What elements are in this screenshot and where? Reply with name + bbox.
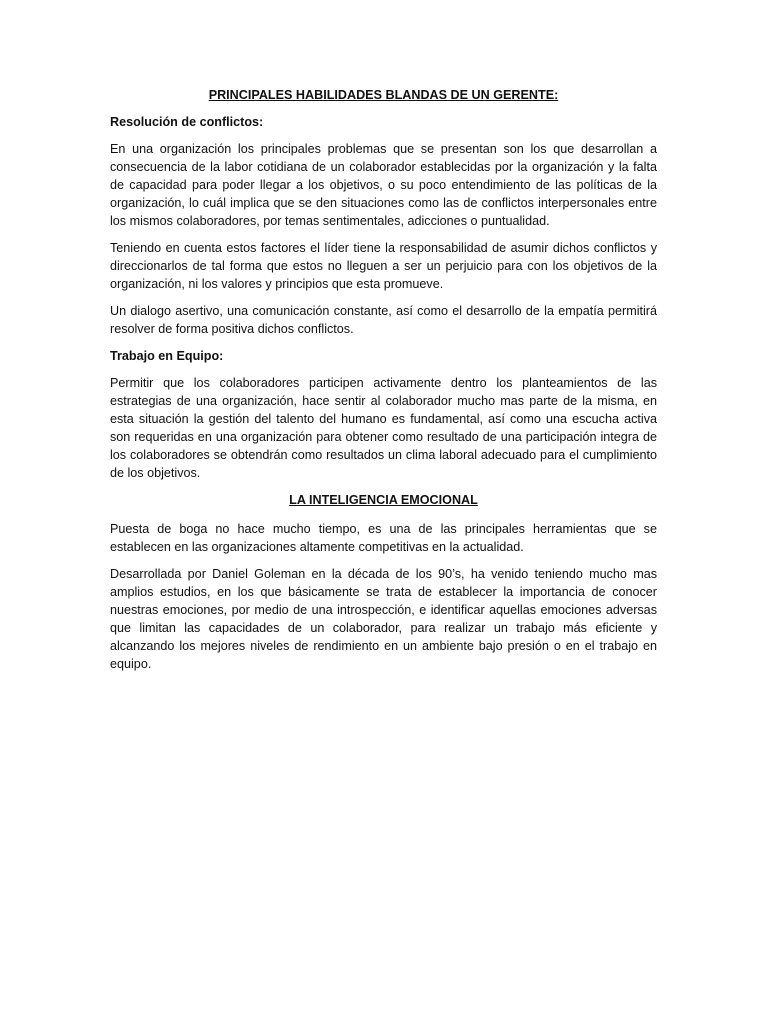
paragraph: Desarrollada por Daniel Goleman en la década de los 90’s, ha venido teniendo mucho mas amplios estudios, en los que básicamente se trata de establecer la importancia de conocer nuestras emociones, por medio de una introspección, e identificar aquellas emociones adversas que limitan las capacidades de un colaborador, para realizar un trabajo más eficiente y alcanzando los mejores niveles de rendimiento en un ambiente bajo presión o en el trabajo en equipo. — [110, 567, 657, 671]
section-title-emotional-intelligence: LA INTELIGENCIA EMOCIONAL — [289, 493, 478, 507]
paragraph: Teniendo en cuenta estos factores el líder tiene la responsabilidad de asumir dichos conflictos y direccionarlos de tal forma que estos no lleguen a ser un perjuicio para con los objetivos de la organización, ni los valores y principios que esta promueve. — [110, 241, 657, 291]
paragraph: Permitir que los colaboradores participen activamente dentro los planteamientos de las estrategias de una organización, hace sentir al colaborador mucho mas parte de la misma, en esta situación la gestión del talento del humano es fundamental, así como una escucha activa son requeridas en una organización para obtener como resultado de una participación integra de los colaboradores se obtendrán como resultados un clima laboral adecuado para el cumplimiento de los objetivos. — [110, 376, 657, 480]
section-heading-teamwork: Trabajo en Equipo: — [110, 349, 224, 363]
paragraph: En una organización los principales problemas que se presentan son los que desarrollan a consecuencia de la labor cotidiana de un colaborador establecidas por la organización y la falta de capacidad para poder llegar a los objetivos, o su poco entendimiento de las políticas de la organización, lo cuál implica que se den situaciones como las de conflictos interpersonales entre los mismos colaboradores, por temas sentimentales, adicciones o puntualidad. — [110, 142, 657, 228]
paragraph: Puesta de boga no hace mucho tiempo, es una de las principales herramientas que se establecen en las organizaciones altamente competitivas en la actualidad. — [110, 522, 657, 554]
paragraph: Un dialogo asertivo, una comunicación constante, así como el desarrollo de la empatía permitirá resolver de forma positiva dichos conflictos. — [110, 304, 657, 336]
section-heading-conflict-resolution: Resolución de conflictos: — [110, 115, 264, 129]
document-title: PRINCIPALES HABILIDADES BLANDAS DE UN GERENTE: — [208, 88, 559, 102]
document-page — [110, 86, 657, 682]
